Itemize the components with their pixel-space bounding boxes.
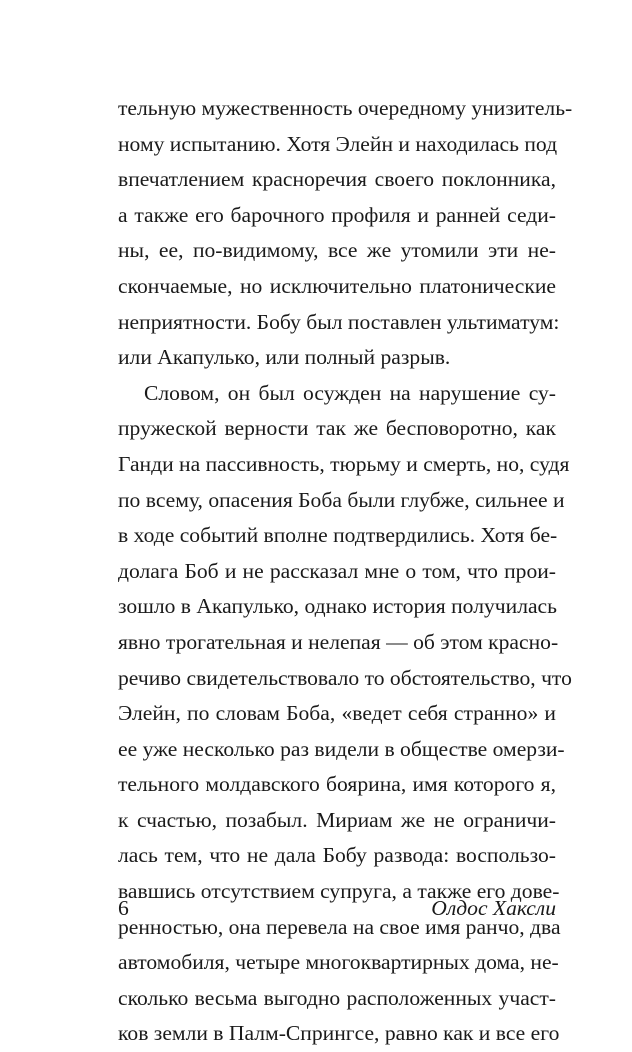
paragraph-2 xyxy=(118,376,572,1052)
text-line: неприятности. Бобу был поставлен ультиматум: xyxy=(118,309,560,334)
text-line: ренностью, она перевела на свое имя ранчо, два xyxy=(118,914,561,939)
text-line: ков земли в Палм-Спрингсе, равно как и все его xyxy=(118,1021,560,1046)
text-line: долага Боб и не рассказал мне о том, что прои- xyxy=(118,558,556,583)
text-line: ее уже несколько раз видели в обществе омерзи- xyxy=(118,736,565,761)
text-line: речиво свидетельствовало то обстоятельство, что xyxy=(118,665,572,690)
page-number: 6 xyxy=(118,896,129,920)
text-line: автомобиля, четыре многоквартирных дома, не- xyxy=(118,950,559,975)
text-line: в ходе событий вполне подтвердились. Хотя бе- xyxy=(118,523,558,548)
text-line: впечатлением красноречия своего поклонника, xyxy=(118,167,556,192)
text-line: сколько весьма выгодно расположенных участ- xyxy=(118,985,556,1010)
text-line: пружеской верности так же бесповоротно, как xyxy=(118,416,556,441)
text-line: Элейн, по словам Боба, «ведет себя странно» и xyxy=(118,701,556,726)
text-line: по всему, опасения Боба были глубже, сильнее и xyxy=(118,487,565,512)
text-line: Ганди на пассивность, тюрьму и смерть, но, судя xyxy=(118,451,570,476)
text-line: вавшись отсутствием супруга, а также его дове- xyxy=(118,879,560,904)
text-line: зошло в Акапулько, однако история получилась xyxy=(118,594,557,619)
text-line: тельного молдавского боярина, имя которого я, xyxy=(118,772,556,797)
running-head-author: Олдос Хаксли xyxy=(431,896,556,920)
text-line: лась тем, что не дала Бобу развода: воспользо- xyxy=(118,843,556,868)
text-line: тельную мужественность очередному унизитель- xyxy=(118,96,573,120)
text-line: Словом, он был осужден на нарушение су- xyxy=(144,380,556,405)
text-line: скончаемые, но исключительно платонические xyxy=(118,273,556,298)
text-line: ному испытанию. Хотя Элейн и находилась под xyxy=(118,131,558,156)
text-line: явно трогательная и нелепая — об этом красно- xyxy=(118,629,559,654)
paragraph-1 xyxy=(118,91,573,376)
text-line: к счастью, позабыл. Мириам же не ограничи- xyxy=(118,807,556,832)
text-line: ны, ее, по-видимому, все же утомили эти не- xyxy=(118,238,556,263)
text-line: или Акапулько, или полный разрыв. xyxy=(118,345,451,370)
text-line: а также его барочного профиля и ранней седи- xyxy=(118,202,556,227)
